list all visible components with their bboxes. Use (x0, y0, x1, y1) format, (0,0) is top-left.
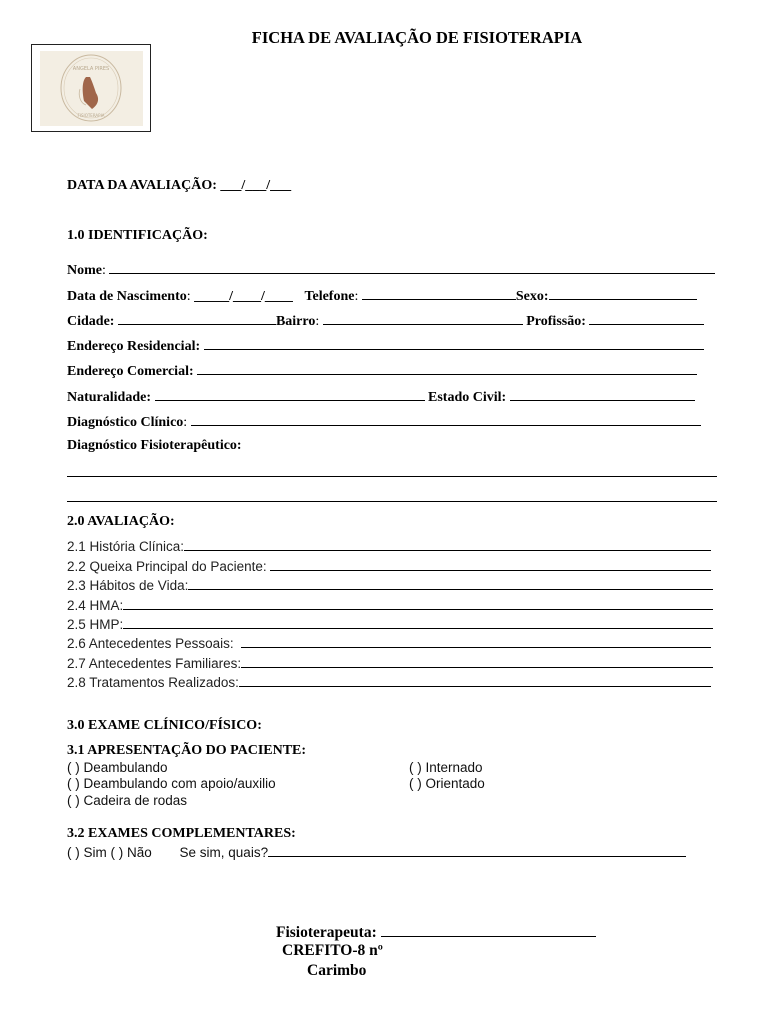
bairro-field[interactable] (323, 312, 523, 325)
naturalidade-field[interactable] (155, 388, 425, 401)
avaliacao-item-label: 2.4 HMA: (67, 598, 124, 613)
logo (40, 51, 143, 126)
avaliacao-item (67, 616, 713, 632)
cidade-row: Cidade: Bairro: Profissão: (67, 312, 704, 330)
page-title: FICHA DE AVALIAÇÃO DE FISIOTERAPIA (251, 28, 583, 47)
nascimento-row: Data de Nascimento: _____/____/____ Telefone: Sexo: (67, 287, 697, 305)
carimbo-label: Carimbo (307, 962, 367, 979)
exames-row (67, 844, 686, 860)
option-internado[interactable]: ( ) Internado (409, 760, 483, 775)
cidade-field[interactable] (118, 312, 276, 325)
diagnostico-fisio-line-2[interactable] (67, 501, 717, 502)
avaliacao-item-field[interactable] (123, 616, 713, 629)
exames-heading: 3.2 EXAMES COMPLEMENTARES: (67, 826, 296, 841)
avaliacao-item (67, 597, 713, 613)
telefone-field[interactable] (362, 287, 516, 300)
naturalidade-label: Naturalidade: (67, 390, 151, 405)
avaliacao-item-field[interactable] (184, 538, 711, 551)
avaliacao-item-field[interactable] (123, 597, 713, 610)
avaliacao-item-field[interactable] (241, 655, 713, 668)
fisioterapeuta-field[interactable] (381, 923, 596, 937)
endereco-comercial-label: Endereço Comercial: (67, 364, 194, 379)
logo-frame (31, 44, 151, 132)
nome-row: Nome: (67, 261, 715, 279)
diagnostico-fisio-label: Diagnóstico Fisioterapêutico: (67, 438, 242, 453)
avaliacao-item-label: 2.6 Antecedentes Pessoais: (67, 636, 234, 651)
sim-nao-options[interactable]: ( ) Sim ( ) Não (67, 845, 152, 860)
eval-date-row (67, 178, 291, 194)
option-orientado[interactable]: ( ) Orientado (409, 776, 485, 791)
option-deambulando[interactable]: ( ) Deambulando (67, 760, 168, 775)
logo-icon (40, 51, 143, 126)
naturalidade-row (67, 388, 695, 406)
data-nascimento-label: Data de Nascimento (67, 289, 187, 304)
avaliacao-item (67, 558, 711, 574)
endereco-residencial-row (67, 337, 704, 355)
avaliacao-item-field[interactable] (188, 577, 713, 590)
avaliacao-item-label: 2.5 HMP: (67, 617, 124, 632)
eval-date-label: DATA DA AVALIAÇÃO: (67, 178, 217, 193)
sexo-field[interactable] (549, 287, 697, 300)
data-nascimento-field[interactable]: _____/____/____ (194, 289, 293, 304)
avaliacao-item-field[interactable] (241, 635, 711, 648)
avaliacao-item-label: 2.2 Queixa Principal do Paciente: (67, 559, 267, 574)
svg-text:FISIOTERAPIA: FISIOTERAPIA (77, 113, 105, 118)
option-deambulando-apoio[interactable]: ( ) Deambulando com apoio/auxilio (67, 776, 276, 791)
nome-label: Nome (67, 263, 102, 278)
diagnostico-clinico-field[interactable] (191, 413, 701, 426)
avaliacao-item-label: 2.1 História Clínica: (67, 539, 185, 554)
avaliacao-item (67, 538, 711, 554)
profissao-field[interactable] (589, 312, 704, 325)
diagnostico-clinico-label: Diagnóstico Clínico (67, 415, 184, 430)
avaliacao-item (67, 674, 711, 690)
diagnostico-clinico-row: Diagnóstico Clínico: (67, 413, 701, 431)
cidade-label: Cidade: (67, 314, 115, 329)
fisioterapeuta-label: Fisioterapeuta: (276, 924, 377, 941)
telefone-label: Telefone (304, 289, 355, 304)
se-sim-label: Se sim, quais? (179, 845, 269, 860)
avaliacao-item (67, 655, 713, 671)
avaliacao-item (67, 635, 711, 651)
estado-civil-label: Estado Civil: (428, 390, 507, 405)
fisioterapeuta-row (276, 923, 596, 942)
avaliacao-item (67, 577, 713, 593)
avaliacao-item-field[interactable] (270, 558, 711, 571)
section-exame-heading: 3.0 EXAME CLÍNICO/FÍSICO: (67, 718, 262, 733)
avaliacao-item-field[interactable] (239, 674, 711, 687)
profissao-label: Profissão: (526, 314, 586, 329)
se-sim-field[interactable] (268, 844, 686, 857)
apresentacao-heading: 3.1 APRESENTAÇÃO DO PACIENTE: (67, 743, 307, 758)
bairro-label: Bairro (275, 314, 316, 329)
svg-text:ANGELA PIRES: ANGELA PIRES (72, 66, 110, 72)
diagnostico-fisio-line-1[interactable] (67, 476, 717, 477)
section-avaliacao-heading: 2.0 AVALIAÇÃO: (67, 514, 175, 529)
nome-field[interactable] (109, 261, 715, 274)
avaliacao-item-label: 2.3 Hábitos de Vida: (67, 578, 189, 593)
estado-civil-field[interactable] (510, 388, 695, 401)
avaliacao-item-label: 2.7 Antecedentes Familiares: (67, 656, 242, 671)
endereco-comercial-field[interactable] (197, 362, 697, 375)
endereco-residencial-label: Endereço Residencial: (67, 339, 201, 354)
section-identificacao-heading: 1.0 IDENTIFICAÇÃO: (67, 228, 208, 243)
endereco-comercial-row (67, 362, 697, 380)
avaliacao-item-label: 2.8 Tratamentos Realizados: (67, 675, 239, 690)
option-cadeira-rodas[interactable]: ( ) Cadeira de rodas (67, 793, 188, 808)
crefito-label: CREFITO-8 nº (282, 942, 383, 959)
endereco-residencial-field[interactable] (204, 337, 704, 350)
eval-date-field[interactable]: ___/___/___ (220, 178, 292, 193)
sexo-label: Sexo: (515, 289, 549, 304)
